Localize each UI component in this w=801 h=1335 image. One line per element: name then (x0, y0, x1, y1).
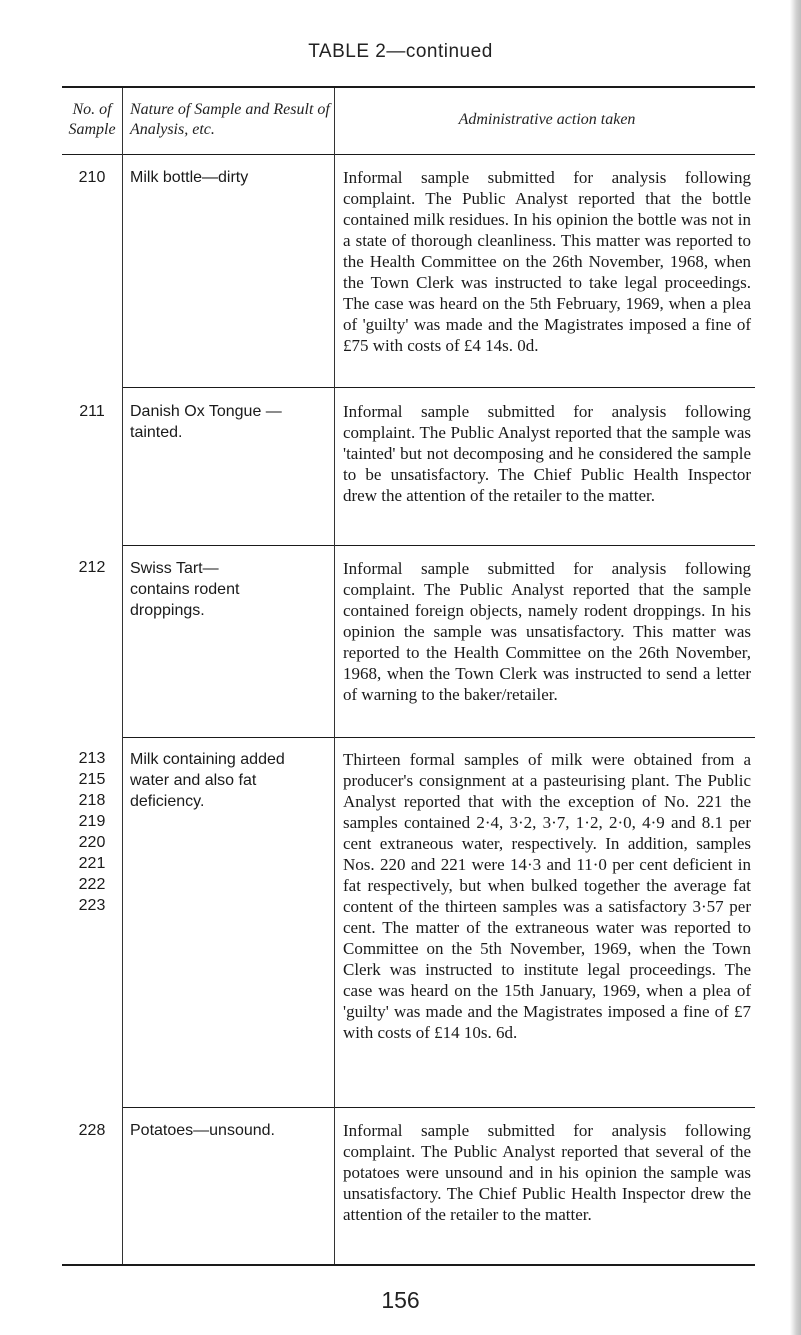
scan-edge-shadow (790, 0, 801, 1335)
administrative-action: Informal sample submitted for analysis following complaint. The Public Analyst reported that the bottle contained milk residues. In his opinion the bottle was not in a state of thorough cleanliness. This matter was reported to the Health Committee on the 26th November, 1968, when the Town Clerk was instructed to take legal proceedings. The case was heard on the 5th February, 1969, when a plea of 'guilty' was made and the Magistrates imposed a fine of £75 with costs of £4 14s. 0d. (343, 168, 751, 355)
sample-nature: Danish Ox Tongue —tainted. (130, 403, 282, 441)
header-sample-number: No. of Sample (68, 101, 116, 138)
administrative-action: Thirteen formal samples of milk were obtained from a producer's consignment at a pasteurising plant. The Public Analyst reported that with the exception of No. 221 the samples contained 2·4, 3·2, 3·7, 1·2, 2·0, 4·9 and 8.1 per cent extraneous water, respectively. In addition, samples Nos. 220 and 221 were 14·3 and 11·0 per cent deficient in fat respectively, but when bulked together the average fat content of the thirteen samples was a satisfactory 3·57 per cent. The matter of the extraneous water was reported to Committee on the 5th November, 1969, when the Town Clerk was instructed to institute legal proceedings. The case was heard on the 15th January, 1969, when a plea of 'guilty' was made and the Magistrates imposed a fine of £7 with costs of £14 10s. 6d. (343, 750, 751, 1042)
column-divider (334, 88, 335, 1264)
header-bottom-rule (62, 154, 755, 155)
sample-number: 211 (79, 403, 105, 420)
table-caption: TABLE 2—continued (308, 41, 493, 62)
header-nature-of-sample: Nature of Sample and Result of Analysis, etc. (130, 101, 330, 138)
administrative-action: Informal sample submitted for analysis following complaint. The Public Analyst reported that several of the potatoes were unsound and in his opinion the sample was unsatisfactory. The Chief Public Health Inspector drew the attention of the retailer to the matter. (343, 1121, 751, 1224)
row-divider (122, 1107, 755, 1108)
table-bottom-rule (62, 1264, 755, 1266)
sample-numbers: 213 215 218 219 220 221 222 223 (78, 750, 106, 914)
sample-number: 212 (78, 559, 106, 576)
sample-number: 228 (78, 1122, 106, 1139)
page-number: 156 (381, 1287, 420, 1313)
sample-nature: Swiss Tart— contains rodent droppings. (130, 560, 240, 619)
administrative-action: Informal sample submitted for analysis following complaint. The Public Analyst reported that the sample contained foreign objects, namely rodent droppings. In his opinion the sample was unsatisfactory. This matter was reported to the Health Committee on the 26th November, 1968, when the Town Clerk was instructed to send a letter of warning to the baker/retailer. (343, 559, 751, 704)
header-administrative-action: Administrative action taken (458, 111, 636, 128)
table-top-rule (62, 86, 755, 88)
row-divider (122, 387, 755, 388)
sample-nature: Milk bottle—dirty (130, 169, 249, 186)
sample-nature: Potatoes—unsound. (130, 1122, 275, 1139)
column-divider (122, 88, 123, 1264)
administrative-action: Informal sample submitted for analysis following complaint. The Public Analyst reported that the sample was 'tainted' but not decomposing and he considered the sample to be unsatisfactory. The Chief Public Health Inspector drew the attention of the retailer to the matter. (343, 402, 751, 505)
row-divider (122, 545, 755, 546)
row-divider (122, 737, 755, 738)
sample-nature: Milk containing added water and also fat deficiency. (130, 751, 285, 810)
sample-number: 210 (78, 169, 106, 186)
